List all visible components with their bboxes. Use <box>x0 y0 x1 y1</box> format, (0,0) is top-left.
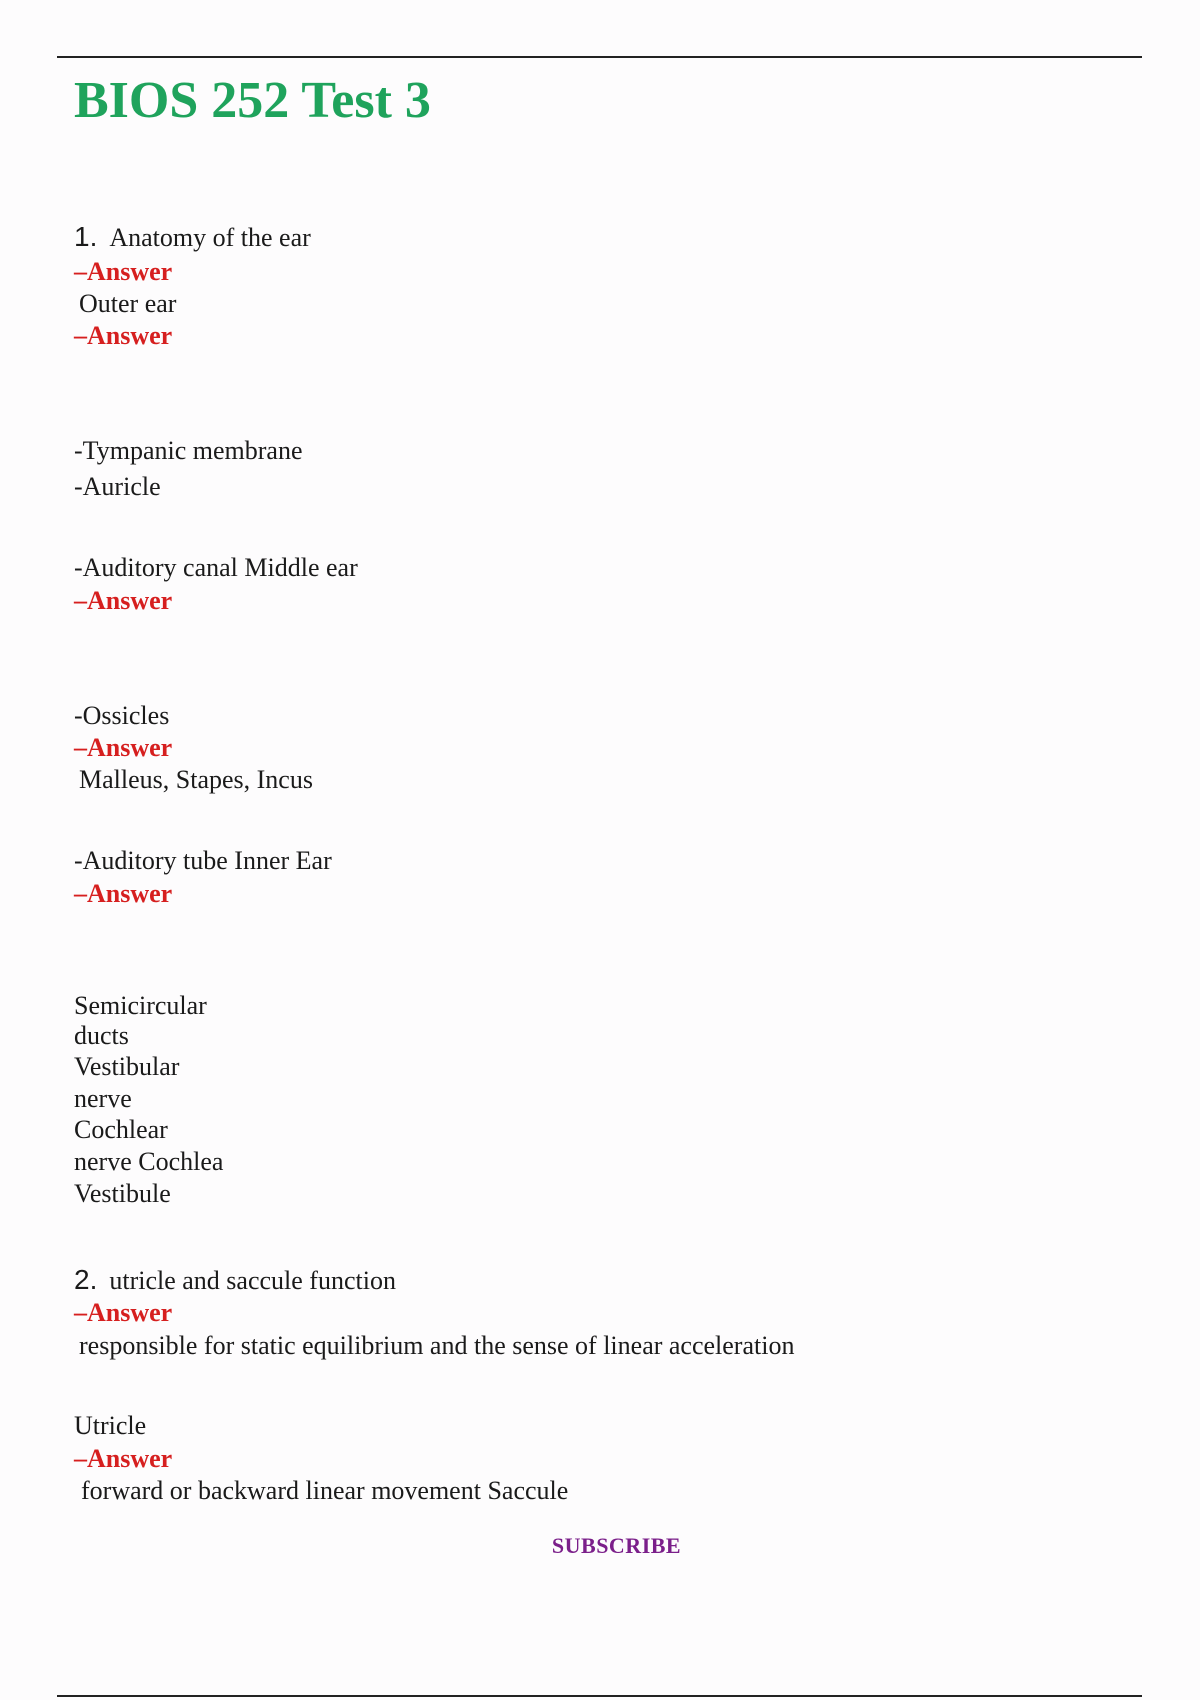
question-text: utricle and saccule function <box>109 1266 396 1295</box>
answer-text: Malleus, Stapes, Incus <box>79 765 313 794</box>
list-item: Cochlear <box>74 1115 168 1144</box>
question-2 <box>74 1265 396 1296</box>
answer-label: –Answer <box>74 1298 173 1327</box>
list-item: -Ossicles <box>74 701 170 730</box>
list-item: Utricle <box>74 1411 147 1440</box>
top-rule <box>57 56 1142 58</box>
list-item: -Auricle <box>74 472 161 501</box>
subscribe-link[interactable]: SUBSCRIBE <box>551 1533 682 1558</box>
list-item: Vestibular <box>74 1052 180 1081</box>
bottom-rule <box>57 1695 1142 1697</box>
answer-label: –Answer <box>74 321 173 350</box>
question-number: 2. <box>74 1264 98 1295</box>
answer-text: responsible for static equilibrium and the sense of linear acceleration <box>79 1331 795 1360</box>
list-item: ducts <box>74 1021 129 1050</box>
list-item: nerve <box>74 1084 132 1113</box>
answer-text: forward or backward linear movement Saccule <box>81 1476 569 1505</box>
answer-label: –Answer <box>74 1444 173 1473</box>
answer-label: –Answer <box>74 257 173 286</box>
list-item: -Auditory tube Inner Ear <box>74 846 332 875</box>
question-text: Anatomy of the ear <box>109 223 311 252</box>
list-item: Semicircular <box>74 991 207 1020</box>
answer-text: Outer ear <box>79 289 177 318</box>
answer-label: –Answer <box>74 879 173 908</box>
list-item: Vestibule <box>74 1179 171 1208</box>
page-title: BIOS 252 Test 3 <box>74 72 431 129</box>
list-item: -Auditory canal Middle ear <box>74 553 358 582</box>
answer-label: –Answer <box>74 733 173 762</box>
list-item: nerve Cochlea <box>74 1147 224 1176</box>
list-item: -Tympanic membrane <box>74 436 303 465</box>
answer-label: –Answer <box>74 586 173 615</box>
question-number: 1. <box>74 221 98 252</box>
question-1 <box>74 222 311 253</box>
